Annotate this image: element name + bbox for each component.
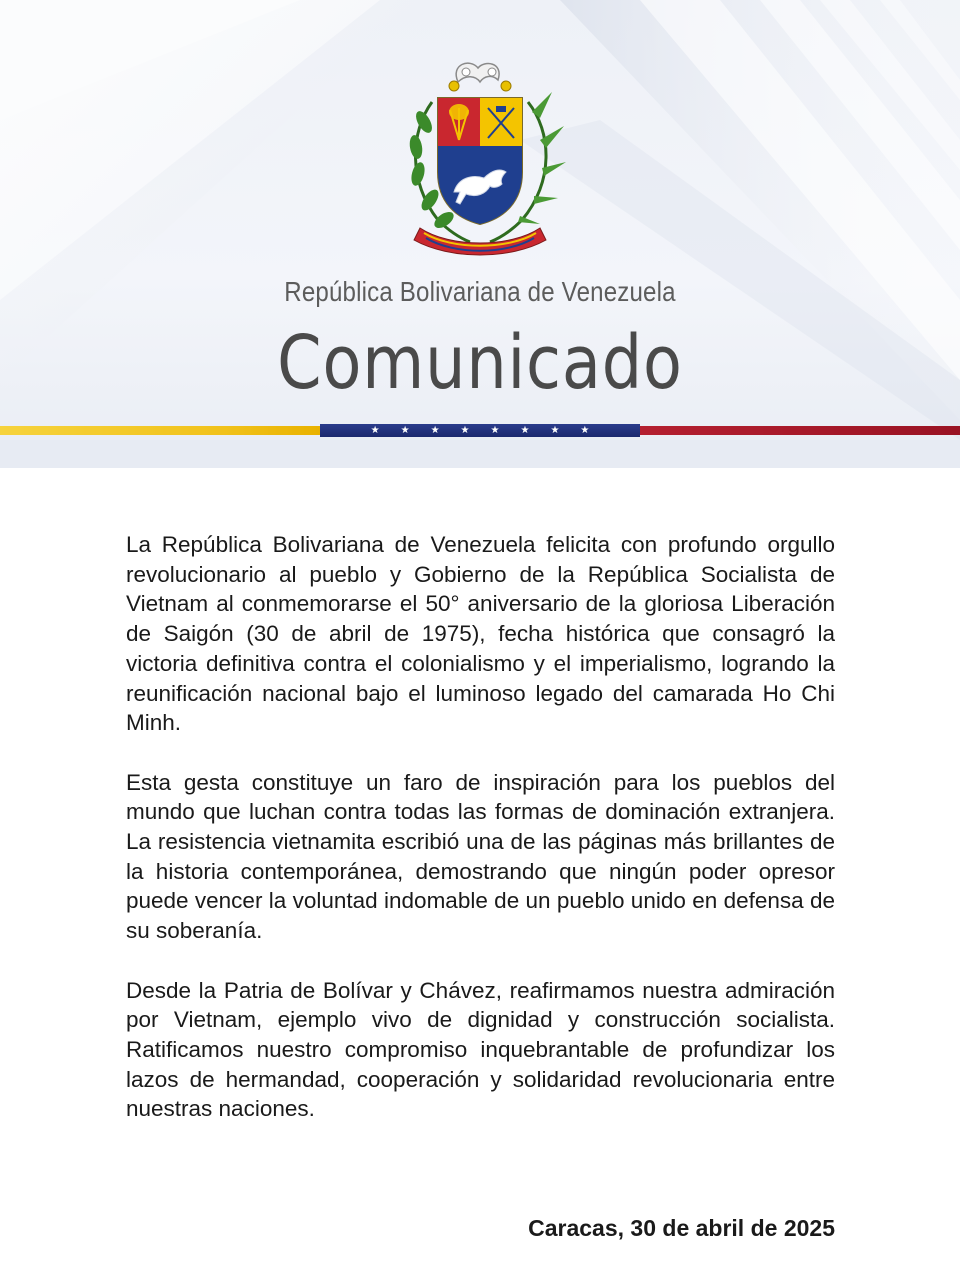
star-icon: ★ (490, 425, 500, 436)
issuer-name: República Bolivariana de Venezuela (284, 276, 676, 307)
star-icon: ★ (580, 425, 590, 436)
document-title: Comunicado (277, 320, 683, 406)
venezuela-coat-of-arms-icon (380, 52, 580, 262)
star-icon: ★ (520, 425, 530, 436)
star-icon: ★ (370, 425, 380, 436)
flag-color-band (0, 424, 960, 438)
star-icon: ★ (460, 425, 470, 436)
star-icon: ★ (400, 425, 410, 436)
flag-band-red (640, 426, 960, 435)
body-paragraph: La República Bolivariana de Venezuela felicita con profundo orgullo revolucionario al pueblo y Gobierno de la República Socialista de Vietnam al conmemorarse el 50° aniversario de la gloriosa Liberación de Saigón (30 de abril de 1975), fecha histórica que consagró la victoria definitiva contra el colonialismo y el imperialismo, logrando la reunificación nacional bajo el luminoso legado del camarada Ho Chi Minh. (126, 532, 835, 736)
body-paragraph: Esta gesta constituye un faro de inspiración para los pueblos del mundo que luchan contra todas las formas de dominación extranjera. La resistencia vietnamita escribió una de las páginas más brillantes de la historia contemporánea, demostrando que ningún poder opresor puede vencer la voluntad indomable de un pueblo unido en defensa de su soberanía. (126, 769, 835, 944)
place-and-date: Caracas, 30 de abril de 2025 (528, 1215, 835, 1241)
body-paragraph: Desde la Patria de Bolívar y Chávez, reafirmamos nuestra admiración por Vietnam, ejemplo vivo de dignidad y construcción socialista. Ratificamos nuestro compromiso inquebrantable de profundizar los lazos de hermandad, cooperación y solidaridad revolucionaria entre nuestras naciones. (126, 977, 835, 1122)
flag-band-yellow (0, 426, 320, 435)
flag-stars (320, 424, 640, 437)
communique-header (0, 0, 960, 468)
star-icon: ★ (430, 425, 440, 436)
star-icon: ★ (550, 425, 560, 436)
communique-body (126, 530, 835, 1154)
